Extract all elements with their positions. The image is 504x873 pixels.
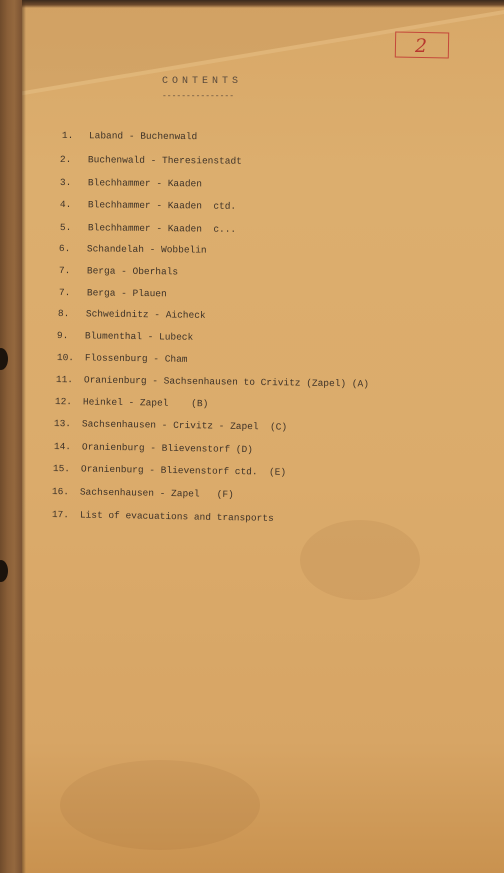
- entry-number: 13.: [53, 418, 72, 430]
- entry-title: Heinkel - Zapel (B): [82, 396, 209, 410]
- entry-title: Blumenthal - Lubeck: [84, 330, 194, 343]
- entry-title: Laband - Buchenwald: [88, 130, 198, 143]
- binding-shadow: [22, 0, 26, 873]
- entry-title: Berga - Plauen: [86, 287, 167, 300]
- entry-number: 6.: [58, 243, 71, 255]
- entry-title: Schweidnitz - Aicheck: [85, 308, 206, 321]
- page-number: 2: [414, 35, 428, 57]
- entry-title: Flossenburg - Cham: [84, 352, 188, 365]
- entry-title: Berga - Oberhals: [86, 265, 179, 278]
- binding-strip: [0, 0, 22, 873]
- entry-number: 12.: [54, 396, 73, 408]
- entry-number: 7.: [58, 265, 71, 277]
- entry-title: Blechhammer - Kaaden ctd.: [87, 199, 237, 212]
- entry-title: List of evacuations and transports: [79, 509, 274, 524]
- entry-number: 10.: [56, 352, 75, 364]
- entry-title: Oranienburg - Blievenstorf ctd. (E): [80, 463, 287, 478]
- entry-number: 14.: [53, 441, 72, 453]
- entry-number: 8.: [57, 308, 70, 320]
- entry-title: Sachsenhausen - Zapel (F): [79, 486, 234, 501]
- page-title: CONTENTS: [162, 76, 243, 87]
- entry-title: Oranienburg - Blievenstorf (D): [81, 441, 254, 456]
- entry-number: 11.: [55, 374, 74, 386]
- entry-title: Buchenwald - Theresienstadt: [87, 154, 242, 167]
- entry-number: 3.: [59, 177, 72, 189]
- entry-number: 4.: [59, 199, 72, 211]
- title-underline: ---------------: [162, 92, 235, 101]
- entry-number: 2.: [59, 154, 72, 166]
- entry-title: Blechhammer - Kaaden c...: [87, 222, 237, 235]
- entry-number: 15.: [52, 463, 71, 475]
- entry-title: Sachsenhausen - Crivitz - Zapel (C): [81, 418, 288, 433]
- entry-title: Oranienburg - Sachsenhausen to Crivitz (Zapel) (A): [83, 374, 370, 390]
- paper-stain: [60, 760, 260, 850]
- top-torn-edge: [0, 0, 504, 8]
- entry-number: 17.: [51, 509, 70, 521]
- entry-number: 16.: [51, 486, 70, 498]
- paper-stain: [300, 520, 420, 600]
- entry-title: Blechhammer - Kaaden: [87, 177, 203, 190]
- entry-number: 5.: [59, 222, 72, 234]
- entry-number: 1.: [61, 130, 74, 142]
- entry-title: Schandelah - Wobbelin: [86, 243, 207, 256]
- entry-number: 7.: [58, 287, 71, 299]
- entry-number: 9.: [56, 330, 69, 342]
